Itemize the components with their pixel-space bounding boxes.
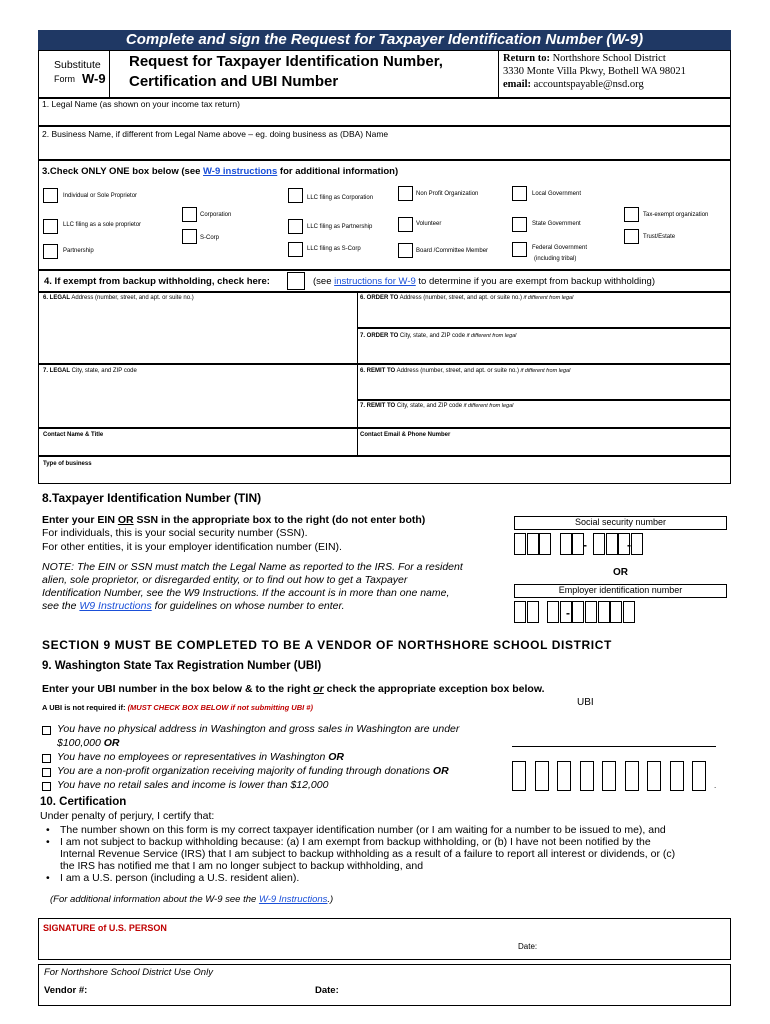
tin-or: OR	[613, 567, 628, 578]
checkbox-state-gov[interactable]	[512, 217, 527, 232]
ein-digit-cell[interactable]	[598, 601, 610, 623]
w9-instructions-link-2[interactable]: instructions for W-9	[334, 276, 416, 287]
ein-digit-cell[interactable]	[527, 601, 539, 623]
tin-note-1: NOTE: The EIN or SSN must match the Legal Name as reported to the IRS. For a resident	[42, 561, 463, 573]
label-llc-scorp: LLC filing as S-Corp	[307, 246, 361, 252]
cert-heading: 10. Certification	[40, 796, 127, 808]
ssn-digit-cell[interactable]	[560, 533, 572, 555]
ubi-digit-cell[interactable]	[647, 761, 661, 791]
label-trust: Trust/Estate	[643, 234, 676, 240]
ein-digit-cell[interactable]	[572, 601, 584, 623]
email-address[interactable]: accountspayable@nsd.org	[533, 79, 644, 90]
cert-item-2b: Internal Revenue Service (IRS) that I am subject to backup withholding as a result of a failure to report all interest or dividends, or (c)	[60, 848, 676, 860]
exempt-backup-note: (see instructions for W-9 to determine if you are exempt from backup withholding)	[313, 276, 655, 287]
ubi-not-required: A UBI is not required if: (MUST CHECK BOX BELOW if not submitting UBI #)	[42, 703, 313, 712]
ein-label: Employer identification number	[558, 585, 683, 595]
checkbox-ubi-ex3[interactable]	[42, 768, 51, 777]
tin-heading: 8.Taxpayer Identification Number (TIN)	[42, 491, 262, 505]
signature-label: SIGNATURE of U.S. PERSON	[43, 923, 167, 933]
cert-item-3: • I am a U.S. person (including a U.S. resident alien).	[40, 872, 299, 884]
tin-individuals: For individuals, this is your social security number (SSN).	[42, 527, 308, 539]
return-to-address: 3330 Monte Villa Pkwy, Bothell WA 98021	[503, 66, 686, 77]
ubi-digit-cell[interactable]	[692, 761, 706, 791]
form-prefix: Form	[54, 74, 75, 84]
business-name-label: 2. Business Name, if different from Legal Name above – eg. doing business as (DBA) Name	[42, 129, 389, 139]
tin-note-2: alien, sole proprietor, or disregarded entity, or to find out how to get a Taxpayer	[42, 574, 408, 586]
ubi-digit-cell[interactable]	[512, 761, 526, 791]
return-to-label: Return to:	[503, 53, 550, 64]
label-local-gov: Local Government	[532, 191, 582, 197]
checkbox-ubi-ex1[interactable]	[42, 726, 51, 735]
ubi-digit-cell[interactable]	[557, 761, 571, 791]
business-type-field[interactable]	[38, 456, 731, 484]
label-volunteer: Volunteer	[416, 221, 442, 227]
ubi-ex4: You have no retail sales and income is lower than $12,000	[57, 779, 329, 791]
cert-list	[40, 824, 666, 848]
office-use-label: For Northshore School District Use Only	[44, 967, 213, 978]
label-llc-partnership: LLC filing as Partnership	[307, 224, 373, 230]
form-title-line1: Request for Taxpayer Identification Number,	[129, 53, 443, 70]
legal-address-label: 6. LEGAL Address (number, street, and apt. or suite no.)	[43, 295, 194, 301]
vendor-number-label: Vendor #:	[44, 985, 88, 996]
checkbox-ubi-ex2[interactable]	[42, 754, 51, 763]
cert-item-1: • The number shown on this form is my correct taxpayer identification number (or I am waiting for a number to be issued to me), and	[40, 824, 666, 836]
email-label: email:	[503, 79, 531, 90]
remit-city-label: 7. REMIT TO City, state, and ZIP code if different from legal	[360, 403, 514, 409]
ein-digit-cell[interactable]	[547, 601, 559, 623]
cert-list-2	[40, 872, 299, 884]
remit-address-label: 6. REMIT TO Address (number, street, and apt. or suite no.) if different from legal	[360, 368, 571, 374]
ubi-end-dot: .	[714, 781, 717, 790]
substitute-label: Substitute	[54, 59, 101, 71]
return-to-name: Northshore School District	[552, 53, 666, 64]
label-federal-gov-note: (including tribal)	[534, 256, 577, 262]
w9-instructions-link-4[interactable]: W-9 Instructions	[258, 894, 328, 905]
tin-note-3: Identification Number, see the W9 Instructions. If the account is in more than one name,	[42, 587, 450, 599]
ubi-digit-cell[interactable]	[580, 761, 594, 791]
checkbox-ubi-ex4[interactable]	[42, 782, 51, 791]
label-federal-gov: Federal Government	[532, 245, 588, 251]
label-s-corp: S-Corp	[200, 235, 220, 241]
ein-digit-cell[interactable]	[623, 601, 635, 623]
ubi-ex1-a: You have no physical address in Washington and gross sales in Washington are under	[57, 723, 460, 735]
signature-date-label: Date:	[518, 942, 538, 951]
checkbox-llc-sole[interactable]	[43, 219, 58, 234]
label-individual: Individual or Sole Proprietor	[63, 193, 138, 199]
ssn-digit-cell[interactable]	[606, 533, 618, 555]
checkbox-local-gov[interactable]	[512, 186, 527, 201]
ubi-digit-cell[interactable]	[535, 761, 549, 791]
label-non-profit: Non Profit Organization	[416, 191, 479, 197]
checkbox-tax-exempt[interactable]	[624, 207, 639, 222]
label-llc-corp: LLC filing as Corporation	[307, 195, 374, 201]
label-board: Board /Committee Member	[416, 248, 489, 254]
business-type-label: Type of business	[43, 461, 92, 467]
ubi-instructions: Enter your UBI number in the box below & to the right or check the appropriate exception box below.	[42, 683, 545, 695]
ein-digit-cell[interactable]	[610, 601, 622, 623]
contact-name-label: Contact Name & Title	[43, 432, 104, 438]
contact-email-label: Contact Email & Phone Number	[360, 432, 451, 438]
ubi-top-rule	[512, 746, 716, 747]
return-to	[503, 53, 666, 64]
tin-note-4: see the W9 Instructions for guidelines on whose number to enter.	[42, 600, 345, 612]
checkbox-volunteer[interactable]	[398, 217, 413, 232]
ubi-digit-cell[interactable]	[625, 761, 639, 791]
legal-address-field[interactable]	[38, 292, 358, 364]
label-corporation: Corporation	[200, 212, 232, 218]
ubi-ex3: You are a non-profit organization receiving majority of funding through donations OR	[57, 765, 449, 777]
ubi-heading: 9. Washington State Tax Registration Number (UBI)	[42, 660, 322, 672]
ubi-ex1-b: $100,000 OR	[57, 737, 120, 749]
return-email	[503, 79, 644, 90]
ssn-label: Social security number	[574, 517, 667, 527]
ubi-digit-cell[interactable]	[670, 761, 684, 791]
checkbox-individual[interactable]	[43, 188, 58, 203]
ein-digit-cell[interactable]	[585, 601, 597, 623]
checkbox-federal-gov[interactable]	[512, 242, 527, 257]
legal-city-label: 7. LEGAL City, state, and ZIP code	[43, 368, 137, 374]
label-state-gov: State Government	[532, 221, 581, 227]
ssn-digit-cell[interactable]	[631, 533, 643, 555]
cert-intro: Under penalty of perjury, I certify that:	[40, 810, 215, 822]
checkbox-trust[interactable]	[624, 229, 639, 244]
section9-banner: SECTION 9 MUST BE COMPLETED TO BE A VENDOR OF NORTHSHORE SCHOOL DISTRICT	[42, 638, 612, 652]
cert-more: (For additional information about the W-9 see the W-9 Instructions.)	[50, 894, 334, 905]
w9-instructions-link-3[interactable]: W9 Instructions	[79, 600, 152, 612]
ssn-digit-cell[interactable]	[514, 533, 526, 555]
ssn-dash-1: -	[583, 538, 587, 552]
cert-item-2c: the IRS has notified me that I am no longer subject to backup withholding, and	[60, 860, 424, 872]
tin-instructions: Enter your EIN OR SSN in the appropriate box to the right (do not enter both)	[42, 514, 426, 526]
checkbox-llc-partnership[interactable]	[288, 219, 303, 234]
checkbox-llc-corp[interactable]	[288, 188, 303, 203]
label-llc-sole: LLC filing as a sole proprietor	[63, 222, 142, 228]
office-date-label: Date:	[315, 985, 339, 996]
checkbox-s-corp[interactable]	[182, 229, 197, 244]
checkbox-non-profit[interactable]	[398, 186, 413, 201]
form-id: W-9	[82, 71, 106, 86]
cert-item-2: • I am not subject to backup withholding because: (a) I am exempt from backup withholding, or (b) I have not been notified by the	[40, 836, 666, 848]
w9-instructions-link[interactable]: W-9 instructions	[203, 166, 278, 177]
exempt-backup-label: 4. If exempt from backup withholding, check here:	[44, 276, 270, 287]
form-title-line2: Certification and UBI Number	[129, 73, 339, 90]
ubi-ex2: You have no employees or representatives in Washington OR	[57, 751, 344, 763]
order-city-label: 7. ORDER TO City, state, and ZIP code if different from legal	[360, 333, 517, 339]
legal-name-label: 1. Legal Name (as shown on your income tax return)	[42, 99, 240, 109]
tin-others: For other entities, it is your employer identification number (EIN).	[42, 541, 342, 553]
ssn-digit-cell[interactable]	[539, 533, 551, 555]
ssn-dash-2: -	[627, 538, 631, 552]
order-address-label: 6. ORDER TO Address (number, street, and apt. or suite no.) if different from legal	[360, 295, 574, 301]
ein-dash: -	[566, 606, 570, 620]
label-partnership: Partnership	[63, 248, 94, 254]
checkbox-llc-scorp[interactable]	[288, 242, 303, 257]
ubi-digit-cell[interactable]	[602, 761, 616, 791]
entity-type-heading: 3.Check ONLY ONE box below (see W-9 instructions for additional information)	[42, 166, 399, 177]
form-banner: Complete and sign the Request for Taxpayer Identification Number (W-9)	[38, 30, 731, 50]
ubi-label: UBI	[577, 697, 594, 708]
ssn-digit-cell[interactable]	[527, 533, 539, 555]
checkbox-partnership[interactable]	[43, 244, 58, 259]
ssn-digit-cell[interactable]	[593, 533, 605, 555]
label-tax-exempt: Tax-exempt organization	[643, 212, 709, 218]
checkbox-board[interactable]	[398, 243, 413, 258]
checkbox-exempt-backup[interactable]	[287, 272, 305, 290]
checkbox-corporation[interactable]	[182, 207, 197, 222]
ein-digit-cell[interactable]	[514, 601, 526, 623]
